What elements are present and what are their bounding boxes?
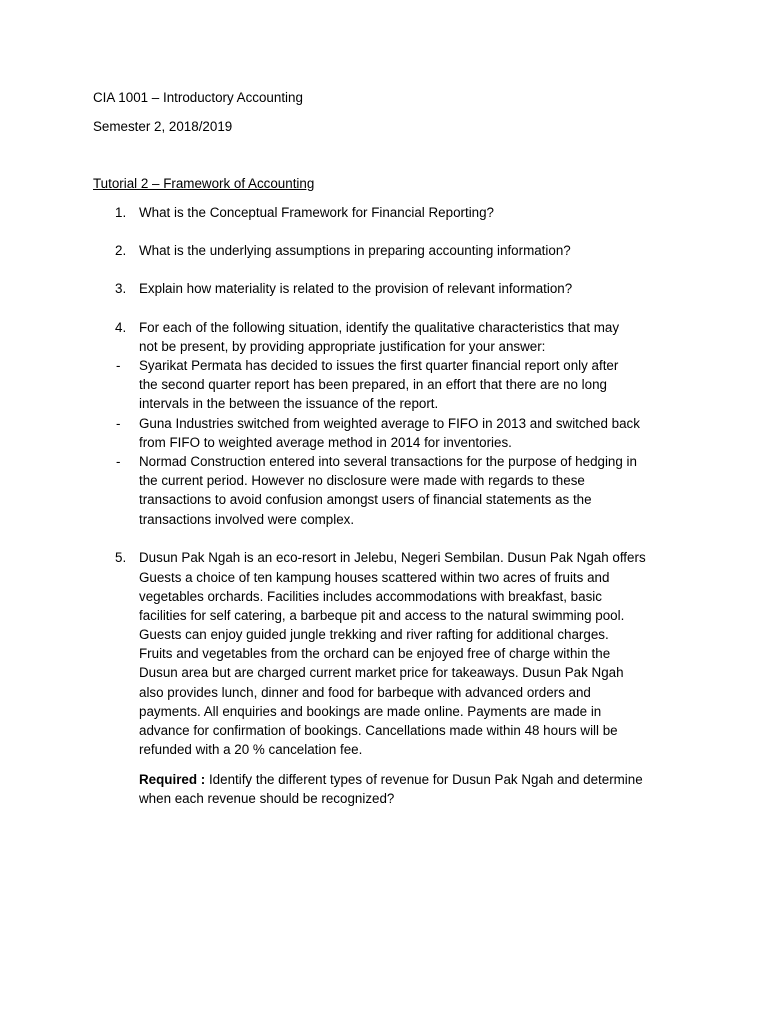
situation-text: Syarikat Permata has decided to issues the first quarter financial report only after <box>139 358 619 373</box>
situation-text: transactions to avoid confusion amongst users of financial statements as the <box>139 492 592 507</box>
question-text: What is the underlying assumptions in preparing accounting information? <box>139 243 571 258</box>
question-text: advance for confirmation of bookings. Cancellations made within 48 hours will be <box>139 723 618 738</box>
question-text: also provides lunch, dinner and food for barbeque with advanced orders and <box>139 685 591 700</box>
situation-text: the current period. However no disclosure were made with regards to these <box>139 473 585 488</box>
question-text: payments. All enquiries and bookings are made online. Payments are made in <box>139 704 602 719</box>
question-text: facilities for self catering, a barbeque pit and access to the natural swimming pool. <box>139 608 625 623</box>
question-text: Guests a choice of ten kampung houses scattered within two acres of fruits and <box>139 570 610 585</box>
question-text: refunded with a 20 % cancelation fee. <box>139 742 363 757</box>
semester-label: Semester 2, 2018/2019 <box>93 119 233 134</box>
situation-text: Normad Construction entered into several transactions for the purpose of hedging in <box>139 454 637 469</box>
required-text: Identify the different types of revenue for Dusun Pak Ngah and determine <box>208 772 643 787</box>
question-number: 2. <box>115 243 127 258</box>
course-title: CIA 1001 – Introductory Accounting <box>93 90 303 105</box>
question-text: Guests can enjoy guided jungle trekking and river rafting for additional charges. <box>139 627 609 642</box>
required-text-continued: when each revenue should be recognized? <box>139 791 395 806</box>
situation-text: from FIFO to weighted average method in 2014 for inventories. <box>139 435 512 450</box>
question-number: 1. <box>115 205 127 220</box>
question-number: 3. <box>115 281 127 296</box>
question-text: Explain how materiality is related to the provision of relevant information? <box>139 281 573 296</box>
question-text: Dusun area but are charged current market price for takeaways. Dusun Pak Ngah <box>139 665 624 680</box>
question-text: Fruits and vegetables from the orchard can be enjoyed free of charge within the <box>139 646 611 661</box>
situation-bullet: - <box>116 454 121 469</box>
question-number: 5. <box>115 550 127 565</box>
question-text: vegetables orchards. Facilities includes accommodations with breakfast, basic <box>139 589 602 604</box>
question-text: Dusun Pak Ngah is an eco-resort in Jelebu, Negeri Sembilan. Dusun Pak Ngah offers <box>139 550 646 565</box>
question-number: 4. <box>115 320 127 335</box>
required-line <box>139 770 643 789</box>
question-text: not be present, by providing appropriate justification for your answer: <box>139 339 546 354</box>
question-text: What is the Conceptual Framework for Financial Reporting? <box>139 205 495 220</box>
tutorial-title: Tutorial 2 – Framework of Accounting <box>93 176 315 191</box>
situation-text: the second quarter report has been prepared, in an effort that there are no long <box>139 377 607 392</box>
situation-bullet: - <box>116 358 121 373</box>
situation-bullet: - <box>116 416 121 431</box>
question-text: For each of the following situation, identify the qualitative characteristics that may <box>139 320 620 335</box>
required-label: Required : <box>139 772 206 787</box>
situation-text: intervals in the between the issuance of the report. <box>139 396 439 411</box>
situation-text: transactions involved were complex. <box>139 512 355 527</box>
situation-text: Guna Industries switched from weighted average to FIFO in 2013 and switched back <box>139 416 640 431</box>
